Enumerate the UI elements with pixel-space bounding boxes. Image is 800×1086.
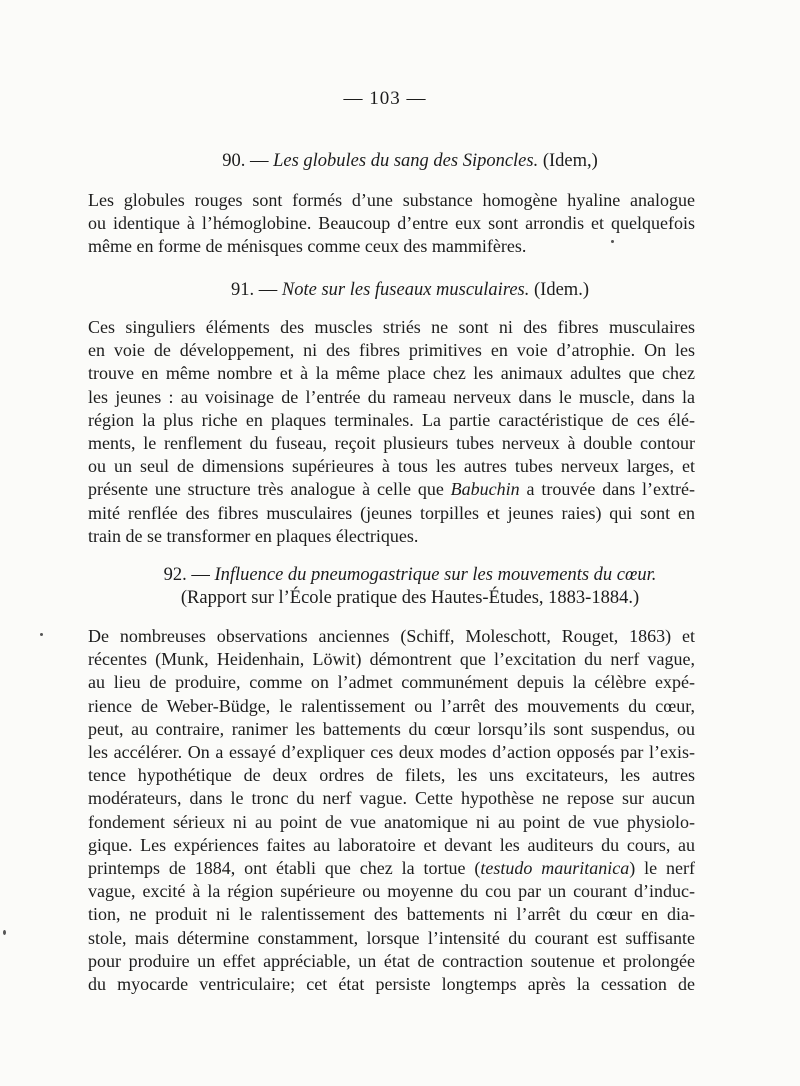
scan-speck [611, 240, 614, 243]
section-92-ref-line [60, 587, 760, 610]
text-segment: a trouvée dans l’extré- [526, 479, 695, 500]
text-line: au lieu de produire, comme on l’admet communément depuis la célèbre expé- [88, 672, 695, 693]
text-line: mité renflée des fibres musculaires (jeunes torpilles et jeunes raies) qui sont en [88, 502, 695, 523]
text-line: gique. Les expériences faites au laboratoire et devant les auditeurs du cours, au [88, 834, 695, 855]
scan-speck [3, 930, 6, 935]
text-line [88, 478, 695, 501]
text-segment: ) le nerf [629, 858, 695, 879]
species-name-testudo: testudo mauritanica [480, 858, 630, 879]
text-line: tence hypothétique de deux ordres de filets, les uns excitateurs, les autres [88, 765, 695, 786]
text-segment: printemps de 1884, ont établi que chez la tortue ( [88, 858, 481, 879]
scan-speck [40, 633, 43, 636]
text-line: ou identique à l’hémoglobine. Beaucoup d’entre eux sont arrondis et quelquefois [88, 213, 695, 234]
text-line: rience de Weber-Büdge, le ralentissement ou l’arrêt des mouvements du cœur, [88, 695, 695, 716]
text-line: Les globules rouges sont formés d’une substance homogène hyaline analogue [88, 190, 695, 210]
section-90-ref: (Idem,) [542, 151, 598, 171]
text-line: région la plus riche en plaques terminales. La partie caractéristique de ces élé- [88, 409, 695, 430]
text-line: même en forme de ménisques comme ceux des mammifères. [88, 236, 527, 257]
section-92-title: Influence du pneumogastrique sur les mouvements du cœur. [214, 565, 657, 585]
text-line: ments, le renflement du fuseau, reçoit plusieurs tubes nerveux à double contour [88, 433, 695, 454]
section-91-heading [60, 279, 760, 302]
text-line: vague, excité à la région supérieure ou moyenne du cou par un courant d’induc- [88, 881, 695, 902]
section-92-heading [60, 564, 760, 587]
text-line: en voie de développement, ni des fibres primitives en voie d’atrophie. On les [88, 340, 695, 361]
text-line: fondement sérieux ni au point de vue anatomique ni au point de vue physiolo- [88, 811, 695, 832]
section-91-title: Note sur les fuseaux musculaires. [281, 280, 530, 300]
section-92-paragraph [88, 625, 695, 996]
text-line: stole, mais détermine constamment, lorsque l’intensité du courant est suffisante [88, 927, 695, 948]
page-number: — 103 — [343, 88, 427, 109]
section-91-number: 91. — [231, 280, 278, 300]
text-line: tion, ne produit ni le ralentissement des battements ni l’arrêt du cœur en dia- [88, 904, 695, 925]
section-90-heading [60, 150, 760, 173]
text-line: Ces singuliers éléments des muscles striés ne sont ni des fibres musculaires [88, 317, 695, 337]
text-line [88, 857, 695, 880]
section-91-ref: (Idem.) [534, 280, 589, 300]
text-line: ou un seul de dimensions supérieures à tous les autres tubes nerveux larges, et [88, 456, 695, 477]
section-90-number: 90. — [222, 151, 269, 171]
text-line: les accélérer. On a essayé d’expliquer ces deux modes d’action opposés par l’exis- [88, 742, 695, 763]
text-line: pour produire un effet appréciable, un état de contraction soutenue et prolongée [88, 950, 695, 971]
text-line: les jeunes : au voisinage de l’entrée du rameau nerveux dans le muscle, dans la [88, 386, 695, 407]
section-92-ref: (Rapport sur l’École pratique des Hautes-Études, 1883-1884.) [180, 588, 640, 608]
text-line: De nombreuses observations anciennes (Schiff, Moleschott, Rouget, 1863) et [88, 626, 695, 646]
text-segment: présente une structure très analogue à celle que [88, 479, 444, 500]
text-line: trouve en même nombre et à la même place chez les animaux adultes que chez [88, 363, 695, 384]
section-90-paragraph [88, 189, 695, 259]
section-92-number: 92. — [163, 565, 210, 585]
section-91-paragraph [88, 316, 695, 548]
text-line: du myocarde ventriculaire; cet état persiste longtemps après la cessation de [88, 974, 695, 995]
text-line: récentes (Munk, Heidenhain, Löwit) démontrent que l’excitation du nerf vague, [88, 649, 695, 670]
text-line: peut, au contraire, ranimer les battements du cœur lorsqu’ils sont suspendus, ou [88, 718, 695, 739]
author-name-babuchin: Babuchin [450, 479, 520, 500]
text-line: train de se transformer en plaques électriques. [88, 525, 419, 546]
section-90-title: Les globules du sang des Siponcles. [273, 151, 539, 171]
text-line: modérateurs, dans le tronc du nerf vague. Cette hypothèse ne repose sur aucun [88, 788, 695, 809]
